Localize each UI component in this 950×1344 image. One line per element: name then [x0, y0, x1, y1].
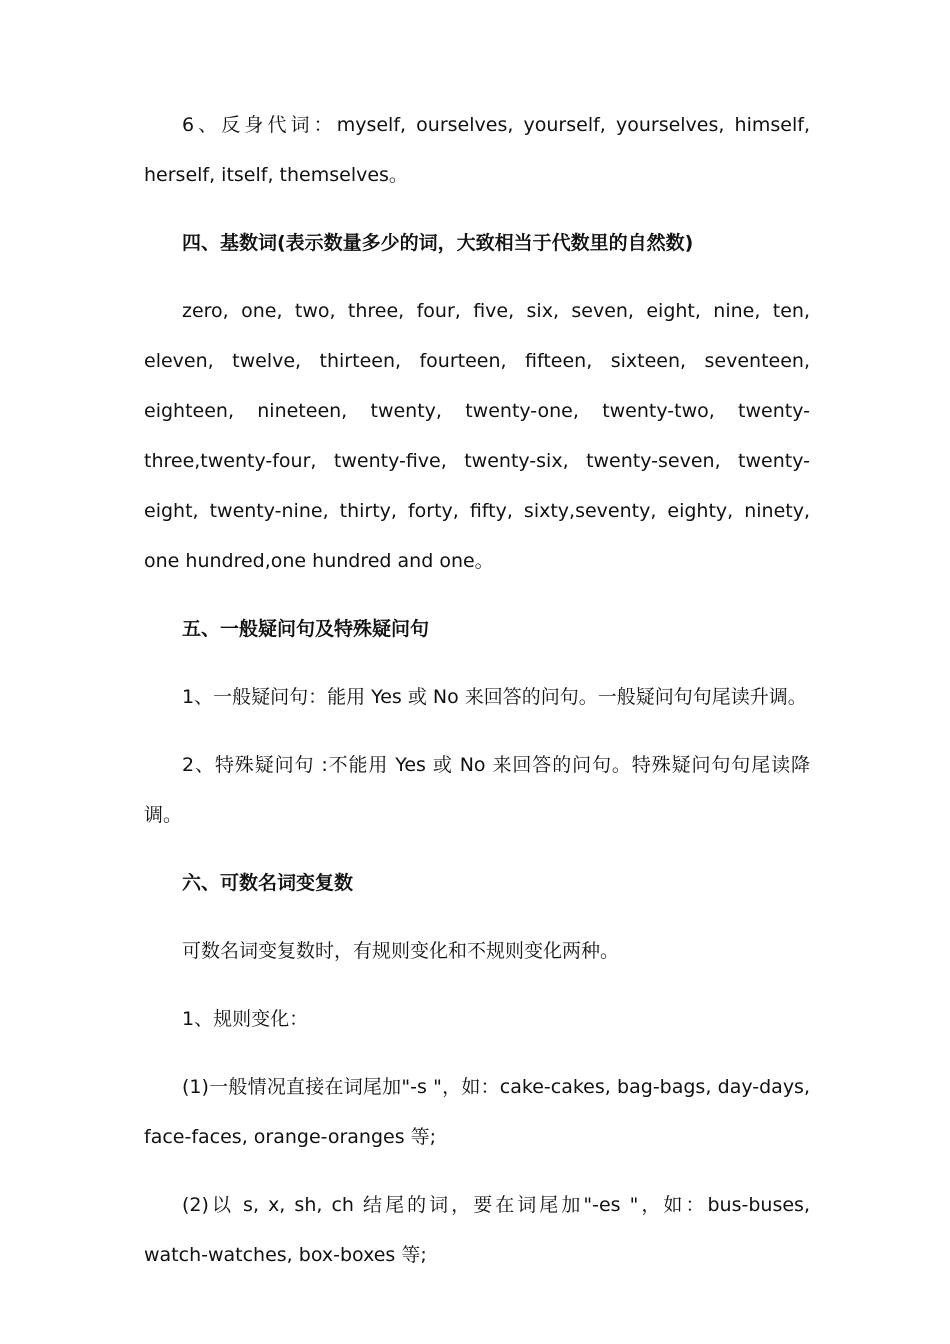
section-heading-cardinal-numbers: 四、基数词(表示数量多少的词，大致相当于代数里的自然数) — [182, 232, 694, 254]
plural-intro-paragraph: 可数名词变复数时，有规则变化和不规则变化两种。 — [182, 940, 620, 962]
general-question-paragraph: 1、一般疑问句：能用 Yes 或 No 来回答的问句。一般疑问句句尾读升调。 — [182, 686, 807, 708]
section-heading-plural-nouns: 六、可数名词变复数 — [182, 872, 354, 894]
special-question-paragraph: 2、特殊疑问句 :不能用 Yes 或 No 来回答的问句。特殊疑问句句尾读降调。 — [144, 754, 810, 826]
reflexive-pronouns-paragraph: 6、反身代词：myself, ourselves, yourself, yourselves, himself, herself, itself, themselves。 — [144, 114, 810, 186]
rule-2-paragraph: (2)以 s, x, sh, ch 结尾的词，要在词尾加"-es "，如：bus-buses, watch-watches, box-boxes 等; — [144, 1194, 810, 1266]
section-heading-questions: 五、一般疑问句及特殊疑问句 — [182, 618, 430, 640]
document-page — [144, 100, 810, 1280]
regular-change-label: 1、规则变化： — [182, 1008, 309, 1030]
rule-1-paragraph: (1)一般情况直接在词尾加"-s "，如：cake-cakes, bag-bags, day-days, face-faces, orange-oranges 等; — [144, 1076, 810, 1148]
cardinal-numbers-paragraph: zero, one, two, three, four, five, six, seven, eight, nine, ten, eleven, twelve, thirteen, fourteen, fifteen, sixteen, seventeen, eighteen, nineteen, twenty, twenty-one, twenty-two, twenty-three,twenty-four, twenty-five, twenty-six, twenty-seven, twenty-eight, twenty-nine, thirty, forty, fifty, sixty,seventy, eighty, ninety, one hundred,one hundred and one。 — [144, 300, 810, 572]
